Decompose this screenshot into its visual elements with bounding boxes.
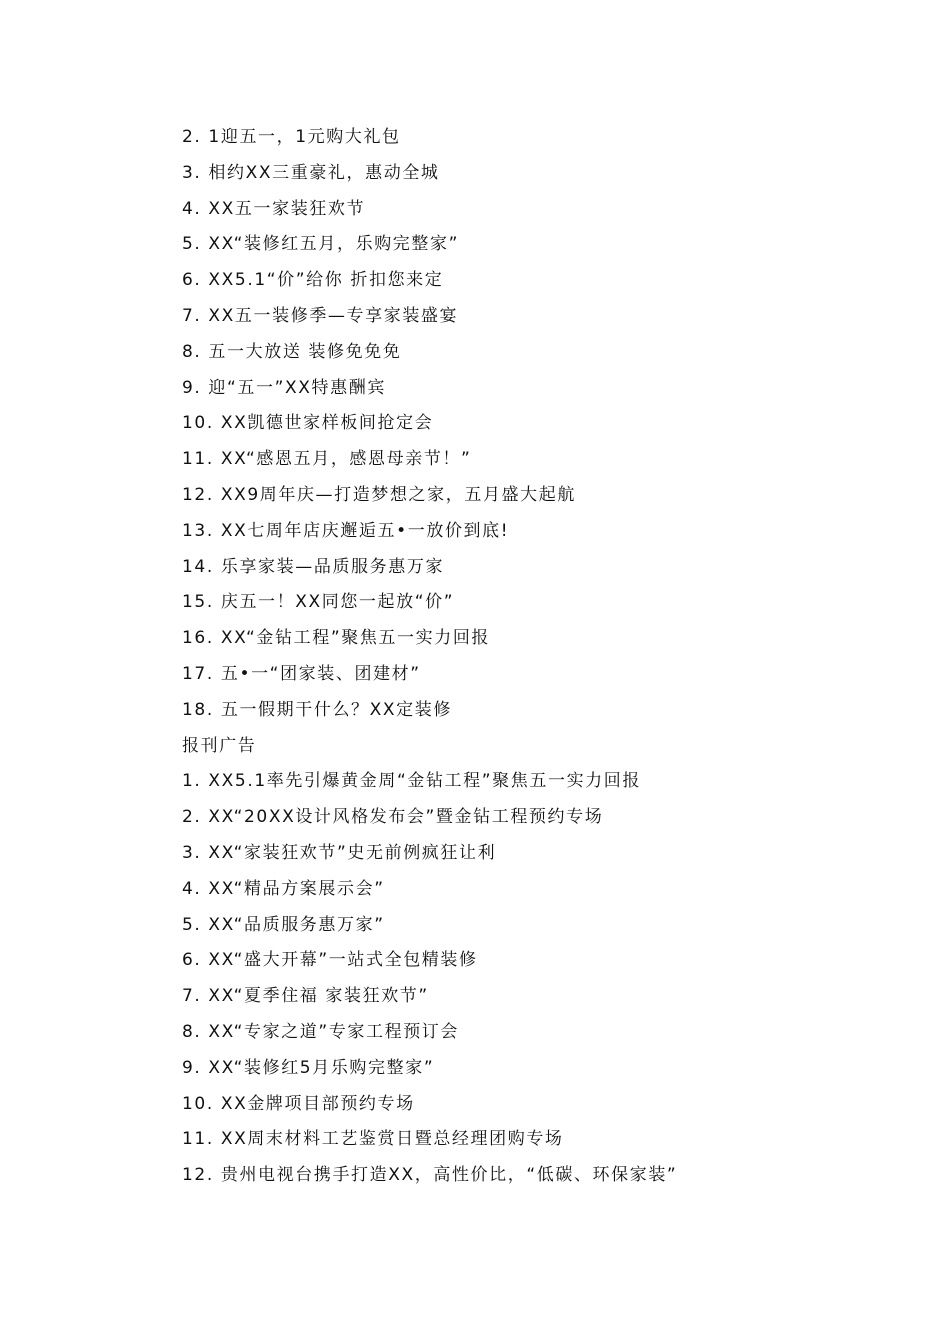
list-item: 6. XX5.1“价”给你 折扣您来定 <box>182 270 444 291</box>
list-item: 5. XX“品质服务惠万家” <box>182 914 385 935</box>
list-item: 11. XX“感恩五月，感恩母亲节！” <box>182 449 472 470</box>
list-item: 3. XX“家装狂欢节”史无前例疯狂让利 <box>182 842 497 863</box>
list-item: 6. XX“盛大开幕”一站式全包精装修 <box>182 950 478 971</box>
list-item: 9. XX“装修红5月乐购完整家” <box>182 1057 435 1078</box>
list-item: 7. XX“夏季住福 家装狂欢节” <box>182 986 429 1007</box>
document-body <box>182 120 902 1194</box>
list-item: 1. XX5.1率先引爆黄金周“金钻工程”聚焦五一实力回报 <box>182 771 641 792</box>
list-item: 5. XX“装修红五月，乐购完整家” <box>182 234 460 255</box>
list-item: 4. XX五一家装狂欢节 <box>182 198 366 219</box>
list-item: 8. XX“专家之道”专家工程预订会 <box>182 1021 460 1042</box>
list-item: 12. XX9周年庆—打造梦想之家，五月盛大起航 <box>182 484 576 505</box>
list-item: 10. XX凯德世家样板间抢定会 <box>182 413 434 434</box>
list-item: 8. 五一大放送 装修免免免 <box>182 341 402 362</box>
list-item: 9. 迎“五一”XX特惠酬宾 <box>182 377 386 398</box>
list-item: 17. 五•一“团家装、团建材” <box>182 663 421 684</box>
list-item: 4. XX“精品方案展示会” <box>182 878 385 899</box>
list-item: 18. 五一假期干什么？XX定装修 <box>182 699 452 720</box>
newspaper-ad-list <box>182 764 902 1194</box>
list-item: 10. XX金牌项目部预约专场 <box>182 1093 415 1114</box>
list-item: 16. XX“金钻工程”聚焦五一实力回报 <box>182 628 491 649</box>
list-item: 14. 乐享家装—品质服务惠万家 <box>182 556 445 577</box>
list-item: 7. XX五一装修季—专享家装盛宴 <box>182 305 459 326</box>
section-heading: 报刊广告 <box>182 735 257 756</box>
list-item: 2. XX“20XX设计风格发布会”暨金钻工程预约专场 <box>182 807 604 828</box>
list-item: 11. XX周末材料工艺鉴赏日暨总经理团购专场 <box>182 1129 564 1150</box>
list-item: 13. XX七周年店庆邂逅五•一放价到底! <box>182 520 510 541</box>
list-item: 2. 1迎五一，1元购大礼包 <box>182 127 401 147</box>
list-item: 3. 相约XX三重豪礼，惠动全城 <box>182 162 440 183</box>
slogan-list <box>182 120 902 729</box>
list-item: 15. 庆五一！XX同您一起放“价” <box>182 592 455 613</box>
list-item: 12. 贵州电视台携手打造XX，高性价比，“低碳、环保家装” <box>182 1165 678 1186</box>
